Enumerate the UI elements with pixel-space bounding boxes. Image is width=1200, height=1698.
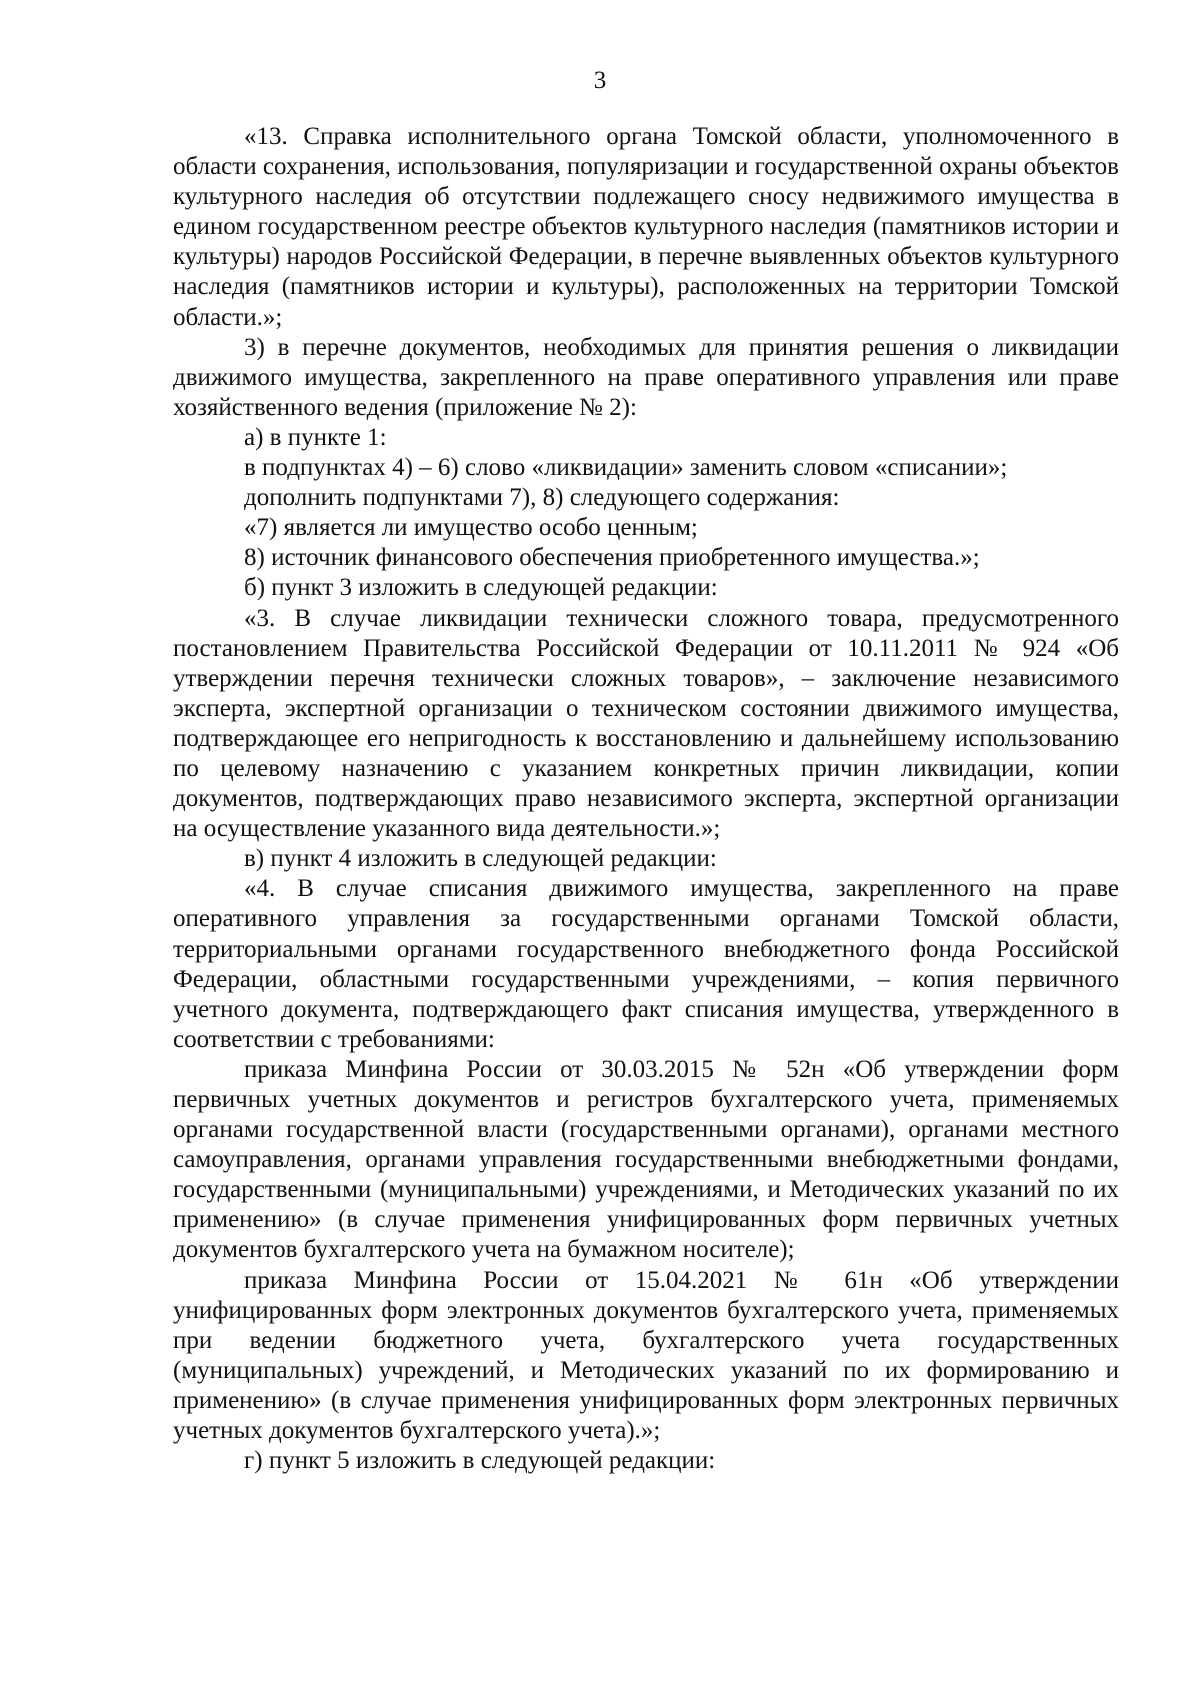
paragraph-v-point-4: в) пункт 4 изложить в следующей редакции: (244, 845, 717, 873)
paragraph-add-subpoints: дополнить подпунктами 7), 8) следующего содержания: (244, 484, 840, 512)
paragraph-item-13-certificate: «13. Справка исполнительного органа Томской области, уполномоченного в области сохранения, использования, популяризации и государственной охраны объектов культурного наследия об отсутствии подлежащего сносу недвижимого имущества в едином государственном реестре объектов культурного наследия (памятников истории и культуры) народов Российской Федерации, в перечне выявленных объектов культурного наследия (памятников истории и культуры), расположенных на территории Томской области.»; (173, 123, 1119, 331)
paragraph-subpoint-7: «7) является ли имущество особо ценным; (244, 514, 698, 542)
document-body (173, 122, 1119, 1476)
paragraph-a-point-1: а) в пункте 1: (244, 423, 387, 451)
paragraph-point-4-text: «4. В случае списания движимого имущества, закрепленного на праве оперативного управления за государственными органами Томской области, территориальными органами государственного внебюджетного фонда Российской Федерации, областными государственными учреждениями, – копия первичного учетного документа, подтверждающего факт списания имущества, утвержденного в соответствии с требованиями: (173, 875, 1119, 1053)
paragraph-point-3-text: «3. В случае ликвидации технически сложного товара, предусмотренного постановлением Правительства Российской Федерации от 10.11.2011 № 924 «Об утверждении перечня технически сложных товаров», – заключение независимого эксперта, экспертной организации о техническом состоянии движимого имущества, подтверждающее его непригодность к восстановлению и дальнейшему использованию по целевому назначению с указанием конкретных причин ликвидации, копии документов, подтверждающих право независимого эксперта, экспертной организации на осуществление указанного вида деятельности.»; (173, 604, 1119, 843)
paragraph-b-point-3: б) пункт 3 изложить в следующей редакции: (244, 574, 718, 602)
paragraph-order-61n: приказа Минфина России от 15.04.2021 № 61н «Об утверждении унифицированных форм электронных документов бухгалтерского учета, применяемых при ведении бюджетного учета, бухгалтерского учета государственных (муниципальных) учреждений, и Методических указаний по их формированию и применению» (в случае применения унифицированных форм электронных первичных учетных документов бухгалтерского учета).»; (173, 1266, 1119, 1445)
paragraph-g-point-5: г) пункт 5 изложить в следующей редакции: (244, 1447, 716, 1475)
paragraph-subpoints-4-6: в подпунктах 4) – 6) слово «ликвидации» заменить словом «списании»; (244, 454, 1008, 482)
paragraph-subpoint-8: 8) источник финансового обеспечения приобретенного имущества.»; (244, 544, 980, 572)
paragraph-subitem-3-list: 3) в перечне документов, необходимых для принятия решения о ликвидации движимого имущества, закрепленного на праве оперативного управления или праве хозяйственного ведения (приложение № 2): (173, 333, 1119, 421)
paragraph-order-52n: приказа Минфина России от 30.03.2015 № 52н «Об утверждении форм первичных учетных документов и регистров бухгалтерского учета, применяемых органами государственной власти (государственными органами), органами местного самоуправления, органами управления государственными внебюджетными фондами, государственными (муниципальными) учреждениями, и Методических указаний по их применению» (в случае применения унифицированных форм первичных учетных документов бухгалтерского учета на бумажном носителе); (173, 1055, 1119, 1264)
page-number: 3 (593, 67, 607, 94)
